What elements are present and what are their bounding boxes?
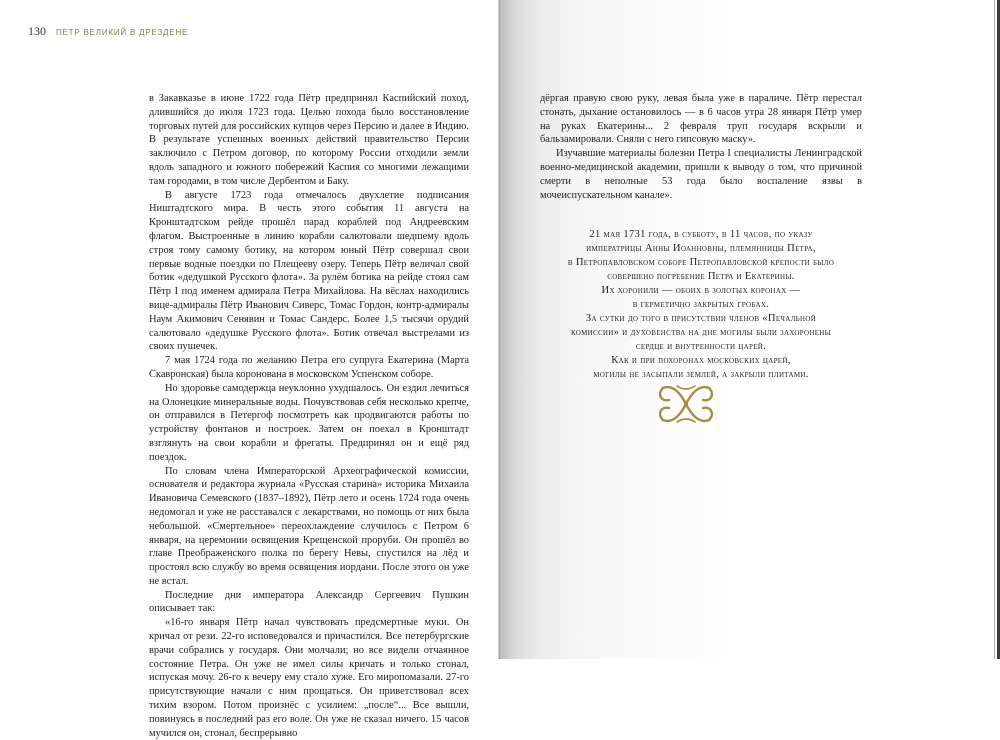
right-text-column	[540, 92, 862, 202]
quote-paragraph: «16-го января Пётр начал чувствовать предсмертные муки. Он кричал от рези. 22-го исповедовался и причастился. Все петербургские врачи собрались у государя. Они молчали; но все видели отчаянное состояние Петра. Он уже не имел силы кричать и только стонал, испуская мочу. 26-го к вечеру ему стало хуже. Его миропомазали. 27-го присутствующие начали с ним прощаться. Он приветствовал всех тихим взором. Потом произнёс с усилием: „после“... Все вышли, повинуясь в последний раз его воле. Он уже не сказал ничего. 15 часов мучился он, стонал, беспрерывно	[149, 617, 469, 739]
page-edge-line	[994, 0, 995, 659]
left-page	[0, 0, 500, 739]
monogram-ornament-icon	[655, 380, 717, 428]
left-text-column	[149, 92, 469, 740]
paragraph: В августе 1723 года отмечалось двухлетие подписания Ништадтского мира. В честь этого события 11 августа на Кронштадтском рейде прошёл парад кораблей под Андреевским флагом. Выстроенные в линию корабли салютовали шедшему вдоль строя тому самому ботику, на котором юный Пётр совершал свои первые водные поездки по Плещееву озеру. Теперь Пётр величал свой ботик «дедушкой Русского флота». За рулём ботика на рейде стоял сам Пётр I под именем адмирала Петра Михайлова. На вёслах находились вице-адмиралы Пётр Иванович Сиверс, Томас Гордон, контр-адмиралы Наум Акимович Сенявин и Томас Сандерс. Более 1,5 тысячи орудий салютовало «дедушке Русского флота». Ботик отвечал выстрелами из своих пушечек.	[149, 189, 469, 353]
burial-epitaph	[540, 228, 862, 382]
right-page	[500, 0, 1000, 659]
running-title: ПЕТР ВЕЛИКИЙ В ДРЕЗДЕНЕ	[56, 28, 189, 37]
page-header	[28, 24, 188, 38]
epitaph-line: в герметично закрытых гробах.	[632, 299, 770, 310]
page-number: 130	[28, 24, 46, 38]
epitaph-line: совершено погребение Петра и Екатерины.	[607, 271, 795, 282]
epitaph-line: 21 мая 1731 года, в субботу, в 11 часов, по указу	[589, 229, 813, 240]
epitaph-line: в Петропавловском соборе Петропавловской крепости было	[567, 257, 835, 268]
epitaph-line: За сутки до того в присутствии членов «Печальной	[585, 313, 817, 324]
paragraph: Последние дни императора Александр Сергеевич Пушкин описывает так:	[149, 589, 469, 615]
epitaph-line: сердце и внутренности царей.	[635, 341, 767, 352]
paragraph: Но здоровье самодержца неуклонно ухудшалось. Он ездил лечиться на Олонецкие минеральные воды. Почувствовав себя несколько крепче, он отправился в Петергоф посмотреть как продвигаются работы по устройству фонтанов и построек. Затем он поехал в Кронштадт взглянуть на свои корабли и фрегаты. Предпринял он и ещё ряд поездок.	[149, 382, 469, 463]
epitaph-line: Как и при похоронах московских царей,	[611, 355, 791, 366]
paragraph: дёргая правую свою руку, левая была уже в параличе. Пётр перестал стонать, дыхание остановилось — в 6 часов утра 28 января Пётр умер на руках Екатерины... 2 февраля труп государя вскрыли и бальзамировали. Сняли с него гипсовую маску».	[540, 93, 862, 146]
epitaph-line: Их хоронили — обоих в золотых коронах —	[601, 285, 801, 296]
paragraph: Изучавшие материалы болезни Петра I специалисты Ленинградской военно-медицинской академии, пришли к выводу о том, что причиной смерти в неполные 53 года было воспаление язвы в мочеиспускательном канале».	[540, 148, 862, 201]
paragraph: 7 мая 1724 года по желанию Петра его супруга Екатерина (Марта Скавронская) была коронована в московском Успенском соборе.	[149, 355, 469, 380]
paragraph: По словам члена Императорской Археографической комиссии, основателя и редактора журнала «Русская старина» историка Михаила Ивановича Семевского (1837–1892), Пётр лето и осень 1724 года очень недомогал и уже не расставался с лекарствами, но помощь от них была небольшой. «Смертельное» переохлаждение случилось с Петром 6 января, на церемонии освящения Крещенской проруби. Он прошёл во главе Преображенского полка по берегу Невы, спустился на лёд и простоял всю службу во время освящения иордани. После этого он уже не встал.	[149, 465, 469, 587]
paragraph: в Закавказье в июне 1722 года Пётр предпринял Каспийский поход, длившийся до июля 1723 года. Целью похода было восстановление торговых путей для российских купцов через Персию и далее в Индию. В результате успешных военных действий правительство Персии заключило с Петром договор, по которому России отходили земли вдоль западного и южного побережий Каспия со многими лежащими там городами, в том числе Дербентом и Баку.	[149, 93, 469, 187]
epitaph-line: комиссии» и духовенства на дне могилы были захоронены	[570, 327, 832, 338]
epitaph-line: императрицы Анны Иоанновны, племянницы Петра,	[586, 243, 816, 254]
epitaph-line: могилы не засыпали землей, а закрыли плитами.	[593, 369, 809, 380]
